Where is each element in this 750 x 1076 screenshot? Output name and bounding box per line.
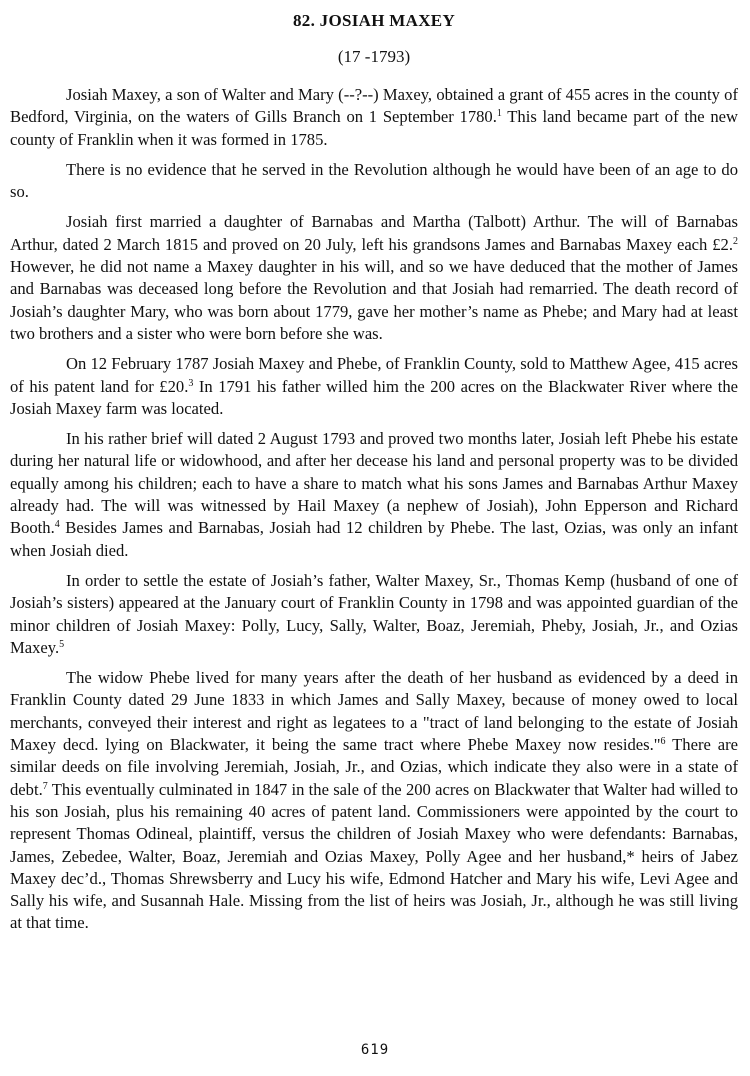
paragraph-text: Besides James and Barnabas, Josiah had 12 children by Phebe. The last, Ozias, was only an infant when Josiah died. xyxy=(10,518,738,560)
paragraph xyxy=(10,84,738,151)
paragraph-text: Josiah Maxey, a son of Walter and Mary (--?--) Maxey, obtained a grant of 455 acres in the county of Bedford, Virginia, on the waters of Gills Branch on 1 September 1780. xyxy=(10,85,738,127)
page-number: 619 xyxy=(360,1042,390,1058)
paragraph xyxy=(10,159,738,204)
paragraph xyxy=(10,211,738,345)
paragraph xyxy=(10,570,738,659)
chapter-title: 82. JOSIAH MAXEY xyxy=(292,11,456,30)
footnote-marker: 2 xyxy=(733,235,738,247)
paragraph-text: The widow Phebe lived for many years after the death of her husband as evidenced by a deed in Franklin County dated 29 June 1833 in which James and Sally Maxey, because of money owed to local merchants, conveyed their interest and right as legatees to a "tract of land belonging to the estate of Josiah Maxey decd. lying on Blackwater, it being the same tract where Phebe Maxey now resides." xyxy=(10,668,738,755)
footnote-marker: 5 xyxy=(59,638,65,650)
paragraph xyxy=(10,353,738,420)
paragraph-text: There is no evidence that he served in the Revolution although he would have been of an age to do so. xyxy=(10,159,738,202)
footnote-marker: 6 xyxy=(660,736,666,748)
paragraph-text: On 12 February 1787 Josiah Maxey and Phebe, of Franklin County, sold to Matthew Agee, 415 acres of his patent land for £20. xyxy=(10,354,738,396)
paragraph xyxy=(10,667,738,935)
paragraph-text: There are similar deeds on file involving Jeremiah, Josiah, Jr., and Ozias, which indicate they also were in a state of debt. xyxy=(10,735,738,799)
footnote-marker: 3 xyxy=(188,377,194,389)
footnote-marker: 7 xyxy=(42,780,48,792)
paragraph-text: In 1791 his father willed him the 200 acres on the Blackwater River where the Josiah Maxey farm was located. xyxy=(10,376,738,418)
footnote-marker: 1 xyxy=(496,108,502,120)
life-dates: (17 -1793) xyxy=(337,47,411,66)
paragraph-text: This land became part of the new county of Franklin when it was formed in 1785. xyxy=(10,107,738,149)
paragraph-text: Josiah first married a daughter of Barnabas and Martha (Talbott) Arthur. The will of Barnabas Arthur, dated 2 March 1815 and proved on 20 July, left his grandsons James and Barnabas Maxey each £2. xyxy=(10,212,738,254)
paragraph-text: However, he did not name a Maxey daughter in his will, and so we have deduced that the mother of James and Barnabas was deceased long before the Revolution and that Josiah had remarried. The death record of Josiah’s daughter Mary, who was born about 1779, gave her mother’s name as Phebe; and Mary had at least two brothers and a sister who were born before she was. xyxy=(10,257,738,343)
document-page xyxy=(10,10,738,943)
document-body xyxy=(10,84,738,935)
paragraph xyxy=(10,428,738,562)
paragraph-text: In his rather brief will dated 2 August 1793 and proved two months later, Josiah left Phebe his estate during her natural life or widowhood, and after her decease his land and personal property was to be divided equally among his children; each to have a share to match what his sons James and Barnabas Arthur Maxey already had. The will was witnessed by Hail Maxey (a nephew of Josiah), John Epperson and Richard Booth. xyxy=(10,429,738,538)
paragraph-text: In order to settle the estate of Josiah’s father, Walter Maxey, Sr., Thomas Kemp (husband of one of Josiah’s sisters) appeared at the January court of Franklin County in 1798 and was appointed guardian of the minor children of Josiah Maxey: Polly, Lucy, Sally, Walter, Boaz, Jeremiah, Pheby, Josiah, Jr., and Ozias Maxey. xyxy=(10,570,738,657)
footnote-marker: 4 xyxy=(54,519,60,531)
paragraph-text: This eventually culminated in 1847 in the sale of the 200 acres on Blackwater that Walter had willed to his son Josiah, plus his remaining 40 acres of patent land. Commissioners were appointed by the court to represent Thomas Odineal, plaintiff, versus the children of Josiah Maxey who were defendants: Barnabas, James, Zebedee, Walter, Boaz, Jeremiah and Ozias Maxey, Polly Agee and her husband,* heirs of Jabez Maxey dec’d., Thomas Shrewsberry and Lucy his wife, Edmond Hatcher and Mary his wife, Levi Agee and Sally his wife, and Susannah Hale. Missing from the list of heirs was Josiah, Jr., although he was still living at that time. xyxy=(10,779,738,933)
